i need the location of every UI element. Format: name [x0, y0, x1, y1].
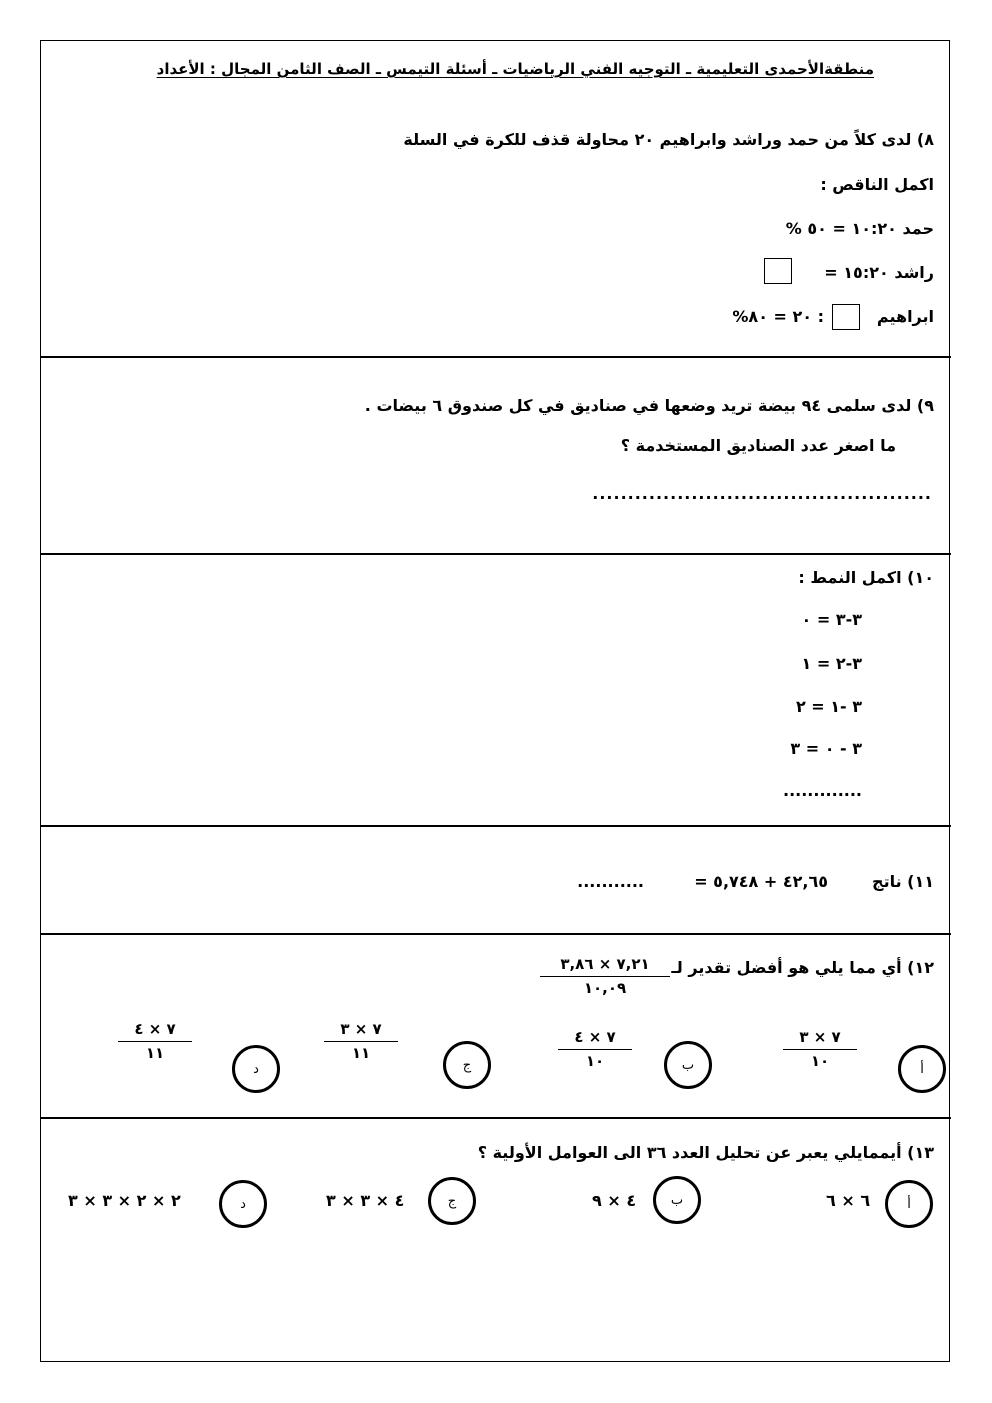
q12-option-d-circle[interactable]: د: [232, 1045, 280, 1093]
q10-answer-line[interactable]: .............: [782, 781, 862, 800]
q12-option-d-fraction: [118, 1020, 192, 1062]
q13-option-b-text: ٤ × ٩: [592, 1191, 637, 1210]
q12-fraction: [540, 955, 670, 997]
q8-text: ٨) لدى كلاً من حمد وراشد وابراهيم ٢٠ محاولة قذف للكرة في السلة: [403, 130, 934, 149]
q10-line: ٣-٣ = ٠: [801, 610, 862, 629]
q8-answer-box-rashed[interactable]: [764, 258, 792, 284]
q12-option-d-numerator: ٧ × ٤: [118, 1020, 192, 1042]
q10-line: ٣-٢ = ١: [801, 654, 862, 673]
q13-option-a-circle[interactable]: أ: [885, 1180, 933, 1228]
q11-expression: ٤٢,٦٥ + ٥,٧٤٨ =: [694, 872, 828, 891]
section-divider: [40, 553, 951, 555]
page-header: منطقةالأحمدى التعليمية ـ التوجيه الفني الرياضيات ـ أسئلة التيمس ـ الصف الثامن المجال : الأعداد: [156, 60, 874, 78]
section-divider: [40, 933, 951, 935]
q13-text: ١٣) أيممايلي يعبر عن تحليل العدد ٣٦ الى العوامل الأولية ؟: [477, 1143, 934, 1162]
q10-line: ٣ -١ = ٢: [795, 697, 862, 716]
q12-option-c-denominator: ١١: [351, 1044, 371, 1062]
q9-text: ٩) لدى سلمى ٩٤ بيضة تريد وضعها في صناديق في كل صندوق ٦ بيضات .: [364, 396, 934, 415]
section-divider: [40, 825, 951, 827]
q8-instruction: اكمل الناقص :: [820, 175, 934, 194]
q12-option-b-denominator: ١٠: [585, 1052, 605, 1070]
q13-option-c-text: ٤ × ٣ × ٣: [326, 1191, 405, 1210]
q8-answer-box-ibrahim[interactable]: [832, 304, 860, 330]
q13-option-a-text: ٦ × ٦: [826, 1191, 871, 1210]
q12-fraction-numerator: ٧,٢١ × ٣,٨٦: [540, 955, 670, 977]
q11-answer-blank[interactable]: ...........: [577, 872, 644, 891]
q12-option-b-numerator: ٧ × ٤: [558, 1028, 632, 1050]
q10-line: ٣ - ٠ = ٣: [790, 739, 862, 758]
q12-option-c-circle[interactable]: ج: [443, 1041, 491, 1089]
q8-line-rashed: راشد ١٥:٢٠ =: [824, 263, 934, 282]
q12-option-d-denominator: ١١: [145, 1044, 165, 1062]
section-divider: [40, 1117, 951, 1119]
q8-line-hamad: حمد ١٠:٢٠ = ٥٠ %: [785, 219, 934, 238]
q13-option-c-circle[interactable]: ج: [428, 1177, 476, 1225]
q12-option-c-fraction: [324, 1020, 398, 1062]
q12-option-a-circle[interactable]: أ: [898, 1045, 946, 1093]
q8-line-ibrahim-label: ابراهيم: [876, 307, 934, 326]
q12-text: ١٢) أي مما يلي هو أفضل تقدير لـ: [671, 958, 934, 977]
q13-option-d-text: ٢ × ٢ × ٣ × ٣: [68, 1191, 181, 1210]
q13-option-b-circle[interactable]: ب: [653, 1176, 701, 1224]
q12-option-b-circle[interactable]: ب: [664, 1041, 712, 1089]
q12-option-b-fraction: [558, 1028, 632, 1070]
q9-question: ما اصغر عدد الصناديق المستخدمة ؟: [620, 436, 896, 455]
q9-answer-line[interactable]: ................................................: [592, 484, 932, 503]
q12-option-c-numerator: ٧ × ٣: [324, 1020, 398, 1042]
q13-option-d-circle[interactable]: د: [219, 1180, 267, 1228]
q12-option-a-denominator: ١٠: [810, 1052, 830, 1070]
q12-fraction-denominator: ١٠,٠٩: [583, 979, 627, 997]
q11-label: ١١) ناتج: [872, 872, 934, 891]
q8-line-ibrahim-rest: : ٢٠ = ٨٠%: [732, 307, 824, 326]
section-divider: [40, 356, 951, 358]
q10-text: ١٠) اكمل النمط :: [798, 568, 934, 587]
q12-option-a-numerator: ٧ × ٣: [783, 1028, 857, 1050]
q12-option-a-fraction: [783, 1028, 857, 1070]
